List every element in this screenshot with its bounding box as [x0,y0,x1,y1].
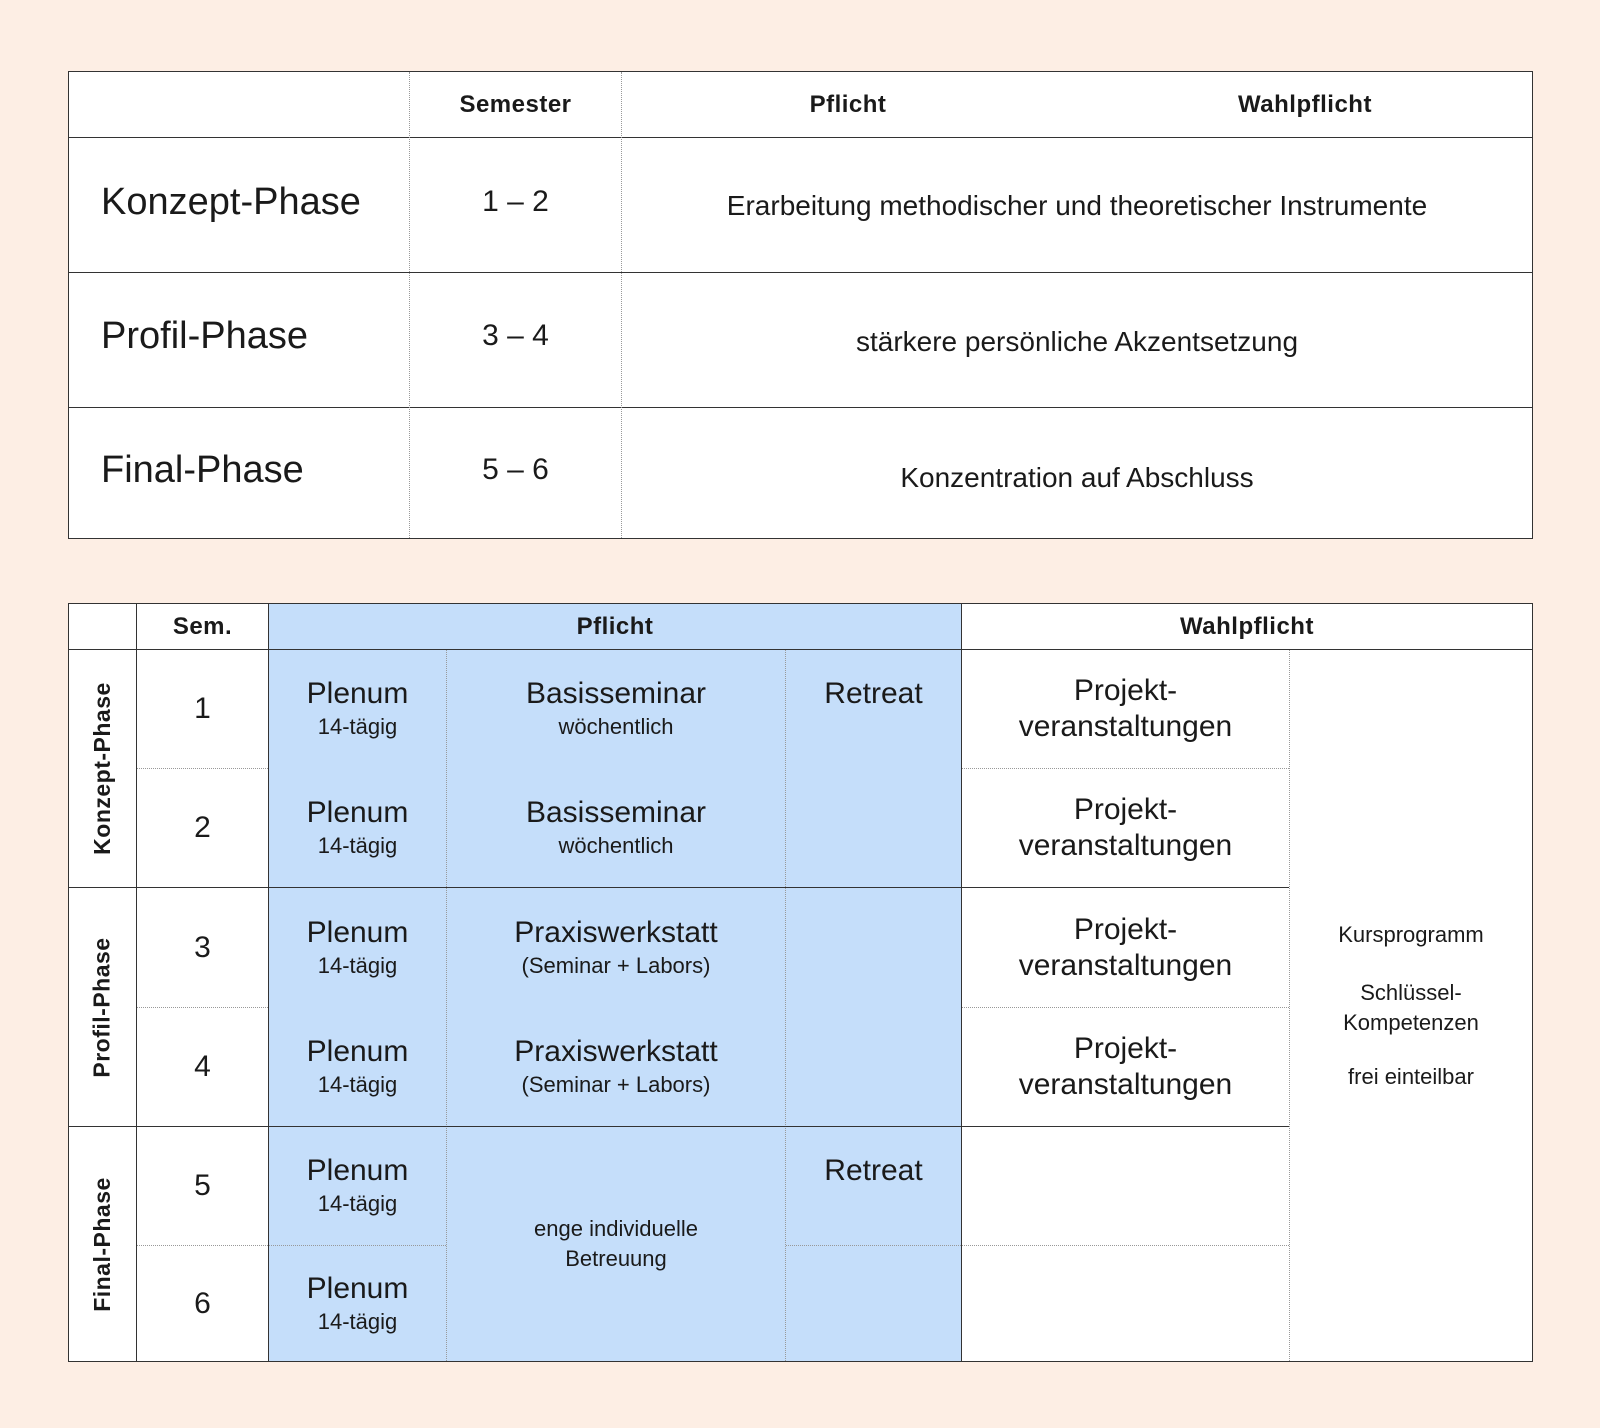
semester-number: 4 [194,1050,211,1083]
kursprogramm-cell: Kursprogramm Schlüssel- Kompetenzen frei einteilbar [1338,921,1484,1089]
semester-range: 5 – 6 [482,453,549,486]
plenum-cell: Plenum 14-tägig [306,1271,409,1334]
praxiswerkstatt-cell: Praxiswerkstatt (Seminar + Labors) [514,915,718,978]
phase-name: Profil-Phase [101,314,308,357]
phase-name: Final-Phase [101,448,304,491]
header-pflicht: Pflicht [576,612,654,640]
basisseminar-cell: Basisseminar wöchentlich [525,677,707,739]
semester-range: 1 – 2 [482,185,549,218]
semester-number: 5 [194,1169,211,1202]
semester-number: 3 [194,930,211,964]
praxiswerkstatt-cell: Praxiswerkstatt (Seminar + Labors) [514,1035,718,1097]
semester-number: 1 [194,692,211,725]
header-wahlpflicht: Wahlpflicht [1238,90,1372,118]
semester-number: 2 [194,811,211,844]
basisseminar-cell: Basisseminar wöchentlich [525,796,707,858]
header-semester: Semester [459,90,572,118]
phase-label-final: Final-Phase [89,1176,116,1312]
plenum-cell: Plenum 14-tägig [306,796,409,858]
semester-number: 6 [194,1286,211,1320]
phase-description: Erarbeitung methodischer und theoretischer Instrumente [726,190,1428,221]
plenum-cell: Plenum 14-tägig [306,1154,409,1216]
semester-range: 3 – 4 [482,319,549,352]
retreat-cell: Retreat [824,677,923,710]
projekt-cell: Projekt- veranstaltungen [1018,1032,1233,1101]
projekt-cell: Projekt- veranstaltungen [1018,912,1233,982]
header-pflicht: Pflicht [809,90,887,118]
plenum-cell: Plenum 14-tägig [306,677,409,739]
phase-description: Konzentration auf Abschluss [900,462,1254,493]
phase-label-profil: Profil-Phase [89,936,115,1078]
phase-description: stärkere persönliche Akzentsetzung [855,326,1299,357]
header-wahlpflicht: Wahlpflicht [1180,612,1314,640]
projekt-cell: Projekt- veranstaltungen [1018,674,1233,743]
header-sem: Sem. [172,612,233,640]
retreat-cell: Retreat [824,1154,923,1187]
plenum-cell: Plenum 14-tägig [306,1035,409,1097]
plenum-cell: Plenum 14-tägig [306,915,409,978]
betreuung-cell: enge individuelle Betreuung [534,1216,698,1271]
phase-label-konzept: Konzept-Phase [89,682,116,855]
phase-name: Konzept-Phase [101,180,361,223]
projekt-cell: Projekt- veranstaltungen [1018,793,1233,862]
